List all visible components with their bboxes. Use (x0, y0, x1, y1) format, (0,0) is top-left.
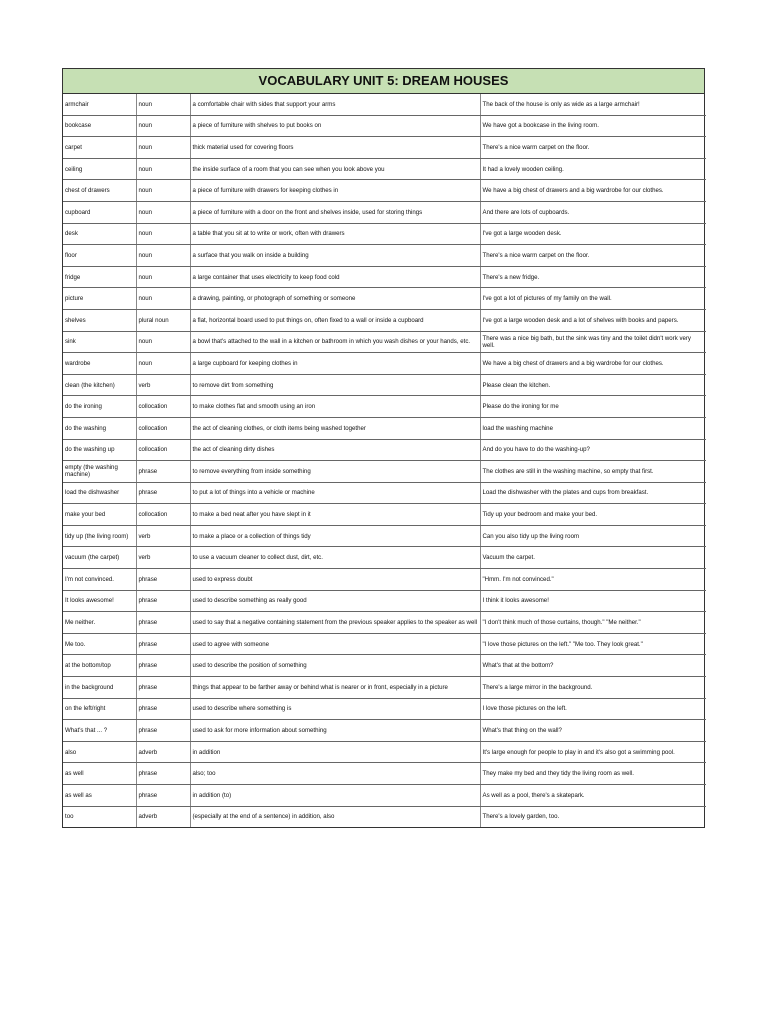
example-cell: Please do the ironing for me (480, 396, 706, 418)
table-row (63, 353, 706, 375)
part-of-speech-cell: phrase (136, 763, 190, 785)
word-cell: sink (63, 331, 136, 353)
table-row (63, 698, 706, 720)
table-row (63, 309, 706, 331)
word-cell: make your bed (63, 504, 136, 526)
word-cell: shelves (63, 309, 136, 331)
word-cell: floor (63, 245, 136, 267)
part-of-speech-cell: verb (136, 525, 190, 547)
table-row (63, 590, 706, 612)
table-row (63, 461, 706, 483)
example-cell: There's a nice warm carpet on the floor. (480, 245, 706, 267)
part-of-speech-cell: noun (136, 94, 190, 115)
part-of-speech-cell: plural noun (136, 309, 190, 331)
word-cell: wardrobe (63, 353, 136, 375)
example-cell: There's a new fridge. (480, 266, 706, 288)
vocabulary-table (63, 94, 706, 827)
part-of-speech-cell: adverb (136, 741, 190, 763)
table-row (63, 785, 706, 807)
table-row (63, 763, 706, 785)
table-row (63, 569, 706, 591)
part-of-speech-cell: noun (136, 223, 190, 245)
word-cell: too (63, 806, 136, 827)
table-row (63, 180, 706, 202)
example-cell: It had a lovely wooden ceiling. (480, 158, 706, 180)
part-of-speech-cell: phrase (136, 655, 190, 677)
word-cell: also (63, 741, 136, 763)
example-cell: And do you have to do the washing-up? (480, 439, 706, 461)
word-cell: carpet (63, 137, 136, 159)
example-cell: As well as a pool, there's a skatepark. (480, 785, 706, 807)
table-row (63, 288, 706, 310)
example-cell: I think it looks awesome! (480, 590, 706, 612)
word-cell: cupboard (63, 201, 136, 223)
example-cell: They make my bed and they tidy the living room as well. (480, 763, 706, 785)
example-cell: The back of the house is only as wide as a large armchair! (480, 94, 706, 115)
definition-cell: used to describe the position of something (190, 655, 480, 677)
definition-cell: (especially at the end of a sentence) in addition, also (190, 806, 480, 827)
definition-cell: in addition (to) (190, 785, 480, 807)
table-row (63, 482, 706, 504)
word-cell: picture (63, 288, 136, 310)
part-of-speech-cell: collocation (136, 439, 190, 461)
definition-cell: used to ask for more information about something (190, 720, 480, 742)
word-cell: do the ironing (63, 396, 136, 418)
definition-cell: in addition (190, 741, 480, 763)
definition-cell: to use a vacuum cleaner to collect dust, dirt, etc. (190, 547, 480, 569)
table-row (63, 504, 706, 526)
table-row (63, 741, 706, 763)
example-cell: There's a nice warm carpet on the floor. (480, 137, 706, 159)
example-cell: Tidy up your bedroom and make your bed. (480, 504, 706, 526)
example-cell: We have got a bookcase in the living room. (480, 115, 706, 137)
vocabulary-sheet (62, 68, 705, 828)
part-of-speech-cell: adverb (136, 806, 190, 827)
word-cell: armchair (63, 94, 136, 115)
example-cell: It's large enough for people to play in and it's also got a swimming pool. (480, 741, 706, 763)
example-cell: What's that at the bottom? (480, 655, 706, 677)
table-row (63, 655, 706, 677)
word-cell: do the washing (63, 417, 136, 439)
example-cell: What's that thing on the wall? (480, 720, 706, 742)
table-row (63, 245, 706, 267)
example-cell: "I don't think much of those curtains, though." "Me neither." (480, 612, 706, 634)
word-cell: at the bottom/top (63, 655, 136, 677)
table-row (63, 547, 706, 569)
word-cell: tidy up (the living room) (63, 525, 136, 547)
example-cell: There's a large mirror in the background. (480, 677, 706, 699)
definition-cell: a piece of furniture with shelves to put books on (190, 115, 480, 137)
example-cell: And there are lots of cupboards. (480, 201, 706, 223)
part-of-speech-cell: noun (136, 245, 190, 267)
word-cell: as well (63, 763, 136, 785)
part-of-speech-cell: noun (136, 266, 190, 288)
word-cell: vacuum (the carpet) (63, 547, 136, 569)
table-row (63, 612, 706, 634)
word-cell: bookcase (63, 115, 136, 137)
example-cell: load the washing machine (480, 417, 706, 439)
example-cell: The clothes are still in the washing machine, so empty that first. (480, 461, 706, 483)
table-row (63, 158, 706, 180)
example-cell: There was a nice big bath, but the sink was tiny and the toilet didn't work very well. (480, 331, 706, 353)
definition-cell: a piece of furniture with drawers for keeping clothes in (190, 180, 480, 202)
part-of-speech-cell: phrase (136, 677, 190, 699)
definition-cell: to remove dirt from something (190, 374, 480, 396)
definition-cell: to make a bed neat after you have slept in it (190, 504, 480, 526)
part-of-speech-cell: noun (136, 115, 190, 137)
sheet-title: VOCABULARY UNIT 5: DREAM HOUSES (63, 69, 704, 94)
table-row (63, 201, 706, 223)
table-row (63, 525, 706, 547)
table-row (63, 806, 706, 827)
word-cell: desk (63, 223, 136, 245)
part-of-speech-cell: phrase (136, 698, 190, 720)
word-cell: do the washing up (63, 439, 136, 461)
definition-cell: also; too (190, 763, 480, 785)
part-of-speech-cell: noun (136, 201, 190, 223)
table-row (63, 396, 706, 418)
word-cell: ceiling (63, 158, 136, 180)
example-cell: I've got a large wooden desk and a lot of shelves with books and papers. (480, 309, 706, 331)
definition-cell: a table that you sit at to write or work, often with drawers (190, 223, 480, 245)
part-of-speech-cell: phrase (136, 720, 190, 742)
part-of-speech-cell: noun (136, 288, 190, 310)
part-of-speech-cell: noun (136, 331, 190, 353)
definition-cell: used to agree with someone (190, 633, 480, 655)
definition-cell: a piece of furniture with a door on the front and shelves inside, used for storing things (190, 201, 480, 223)
example-cell: I love those pictures on the left. (480, 698, 706, 720)
word-cell: Me too. (63, 633, 136, 655)
definition-cell: a comfortable chair with sides that support your arms (190, 94, 480, 115)
definition-cell: to make a place or a collection of things tidy (190, 525, 480, 547)
definition-cell: a flat, horizontal board used to put things on, often fixed to a wall or inside a cupboard (190, 309, 480, 331)
table-row (63, 266, 706, 288)
table-row (63, 331, 706, 353)
definition-cell: a drawing, painting, or photograph of something or someone (190, 288, 480, 310)
definition-cell: things that appear to be farther away or behind what is nearer or in front, especially in a picture (190, 677, 480, 699)
part-of-speech-cell: verb (136, 374, 190, 396)
definition-cell: used to express doubt (190, 569, 480, 591)
table-row (63, 94, 706, 115)
table-row (63, 720, 706, 742)
part-of-speech-cell: phrase (136, 612, 190, 634)
definition-cell: a bowl that's attached to the wall in a kitchen or bathroom in which you wash dishes or your hands, etc. (190, 331, 480, 353)
part-of-speech-cell: collocation (136, 504, 190, 526)
word-cell: chest of drawers (63, 180, 136, 202)
definition-cell: a large container that uses electricity to keep food cold (190, 266, 480, 288)
table-row (63, 374, 706, 396)
definition-cell: a large cupboard for keeping clothes in (190, 353, 480, 375)
word-cell: fridge (63, 266, 136, 288)
word-cell: as well as (63, 785, 136, 807)
word-cell: empty (the washing machine) (63, 461, 136, 483)
part-of-speech-cell: noun (136, 137, 190, 159)
definition-cell: a surface that you walk on inside a building (190, 245, 480, 267)
word-cell: on the left/right (63, 698, 136, 720)
example-cell: I've got a lot of pictures of my family on the wall. (480, 288, 706, 310)
word-cell: What's that ... ? (63, 720, 136, 742)
part-of-speech-cell: phrase (136, 482, 190, 504)
definition-cell: the act of cleaning dirty dishes (190, 439, 480, 461)
definition-cell: to remove everything from inside something (190, 461, 480, 483)
definition-cell: used to say that a negative containing statement from the previous speaker applies to the speaker as well (190, 612, 480, 634)
definition-cell: to put a lot of things into a vehicle or machine (190, 482, 480, 504)
word-cell: I'm not convinced. (63, 569, 136, 591)
table-row (63, 439, 706, 461)
table-row (63, 223, 706, 245)
part-of-speech-cell: collocation (136, 417, 190, 439)
table-row (63, 417, 706, 439)
definition-cell: used to describe where something is (190, 698, 480, 720)
example-cell: Can you also tidy up the living room (480, 525, 706, 547)
part-of-speech-cell: noun (136, 353, 190, 375)
example-cell: Load the dishwasher with the plates and cups from breakfast. (480, 482, 706, 504)
word-cell: clean (the kitchen) (63, 374, 136, 396)
example-cell: We have a big chest of drawers and a big wardrobe for our clothes. (480, 353, 706, 375)
word-cell: load the dishwasher (63, 482, 136, 504)
example-cell: We have a big chest of drawers and a big wardrobe for our clothes. (480, 180, 706, 202)
word-cell: Me neither. (63, 612, 136, 634)
definition-cell: to make clothes flat and smooth using an iron (190, 396, 480, 418)
part-of-speech-cell: phrase (136, 461, 190, 483)
part-of-speech-cell: verb (136, 547, 190, 569)
example-cell: I've got a large wooden desk. (480, 223, 706, 245)
example-cell: "Hmm. I'm not convinced." (480, 569, 706, 591)
part-of-speech-cell: noun (136, 158, 190, 180)
part-of-speech-cell: phrase (136, 633, 190, 655)
definition-cell: used to describe something as really good (190, 590, 480, 612)
definition-cell: the inside surface of a room that you can see when you look above you (190, 158, 480, 180)
part-of-speech-cell: noun (136, 180, 190, 202)
part-of-speech-cell: collocation (136, 396, 190, 418)
example-cell: "I love those pictures on the left." "Me too. They look great." (480, 633, 706, 655)
example-cell: Vacuum the carpet. (480, 547, 706, 569)
example-cell: Please clean the kitchen. (480, 374, 706, 396)
definition-cell: the act of cleaning clothes, or cloth items being washed together (190, 417, 480, 439)
example-cell: There's a lovely garden, too. (482, 813, 560, 821)
part-of-speech-cell: phrase (136, 590, 190, 612)
part-of-speech-cell: phrase (136, 569, 190, 591)
table-row (63, 633, 706, 655)
table-row (63, 115, 706, 137)
table-row (63, 677, 706, 699)
word-cell: in the background (63, 677, 136, 699)
definition-cell: thick material used for covering floors (190, 137, 480, 159)
table-row (63, 137, 706, 159)
part-of-speech-cell: phrase (136, 785, 190, 807)
word-cell: It looks awesome! (63, 590, 136, 612)
